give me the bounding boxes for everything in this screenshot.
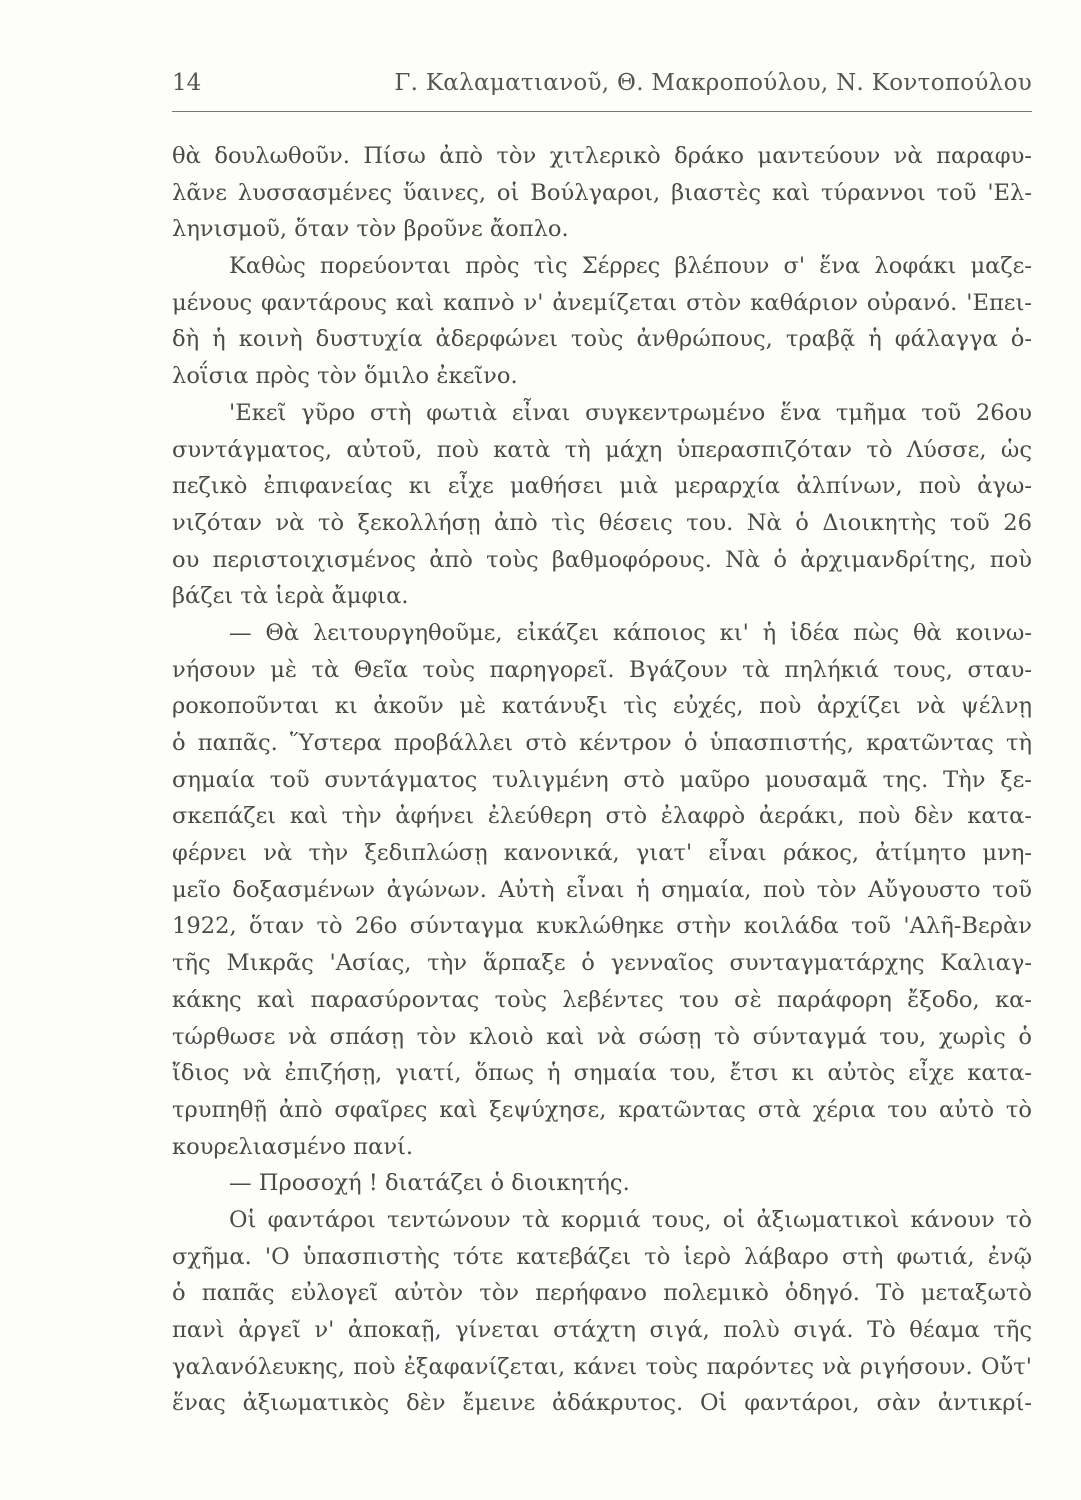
page-number: 14 <box>172 70 202 96</box>
header-rule <box>172 111 1032 112</box>
text-line: ὁ παπᾶς εὐλογεῖ αὐτὸν τὸν περήφανο πολεμικὸ ὁδηγό. Τὸ μεταξωτὸ <box>172 1280 1032 1307</box>
text-line: σχῆμα. 'Ο ὑπασπιστὴς τότε κατεβάζει τὸ ἱερὸ λάβαρο στὴ φωτιά, ἐνῷ <box>172 1243 1032 1270</box>
text-line: Οἱ φαντάροι τεντώνουν τὰ κορμιά τους, οἱ ἀξιωματικοὶ κάνουν τὸ <box>229 1206 1032 1233</box>
text-line: μένους φαντάρους καὶ καπνὸ ν' ἀνεμίζεται στὸν καθάριον οὐρανό. 'Επει- <box>172 289 1032 316</box>
text-line: κουρελιασμένο πανί. <box>172 1133 414 1160</box>
text-line: 1922, ὅταν τὸ 26ο σύνταγμα κυκλώθηκε στὴν κοιλάδα τοῦ 'Αλῆ-Βερὰν <box>172 913 1032 940</box>
text-line: Καθὼς πορεύονται πρὸς τὶς Σέρρες βλέπουν σ' ἕνα λοφάκι μαζε- <box>229 253 1032 280</box>
text-line: φέρνει νὰ τὴν ξεδιπλώσῃ κανονικά, γιατ' εἶναι ράκος, ἀτίμητο μνη- <box>172 840 1032 867</box>
page-header <box>172 70 1032 104</box>
text-line: 'Εκεῖ γῦρο στὴ φωτιὰ εἶναι συγκεντρωμένο ἕνα τμῆμα τοῦ 26ου <box>229 399 1032 426</box>
text-line: θὰ δουλωθοῦν. Πίσω ἀπὸ τὸν χιτλερικὸ δράκο μαντεύουν νὰ παραφυ- <box>172 143 1032 169</box>
text-line: ροκοποῦνται κι ἀκοῦν μὲ κατάνυξι τὶς εὐχές, ποὺ ἀρχίζει νὰ ψέλνῃ <box>172 693 1032 720</box>
text-line: ληνισμοῦ, ὅταν τὸν βροῦνε ἄοπλο. <box>172 216 569 243</box>
text-line: πεζικὸ ἐπιφανείας κι εἶχε μαθήσει μιὰ μεραρχία ἀλπίνων, ποὺ ἀγω- <box>172 473 1032 500</box>
text-line: μεῖο δοξασμένων ἀγώνων. Αὐτὴ εἶναι ἡ σημαία, ποὺ τὸν Αὔγουστο τοῦ <box>172 876 1032 903</box>
text-line: — Προσοχή ! διατάζει ὁ διοικητής. <box>229 1170 630 1197</box>
text-line: ὁ παπᾶς. Ὕστερα προβάλλει στὸ κέντρον ὁ ὑπασπιστής, κρατῶντας τὴ <box>172 730 1032 756</box>
running-head: Γ. Καλαματιανοῦ, Θ. Μακροπούλου, Ν. Κοντοπούλου <box>394 70 1032 96</box>
text-line: κάκης καὶ παρασύροντας τοὺς λεβέντες του σὲ παράφορη ἔξοδο, κα- <box>172 986 1032 1013</box>
text-line: τώρθωσε νὰ σπάσῃ τὸν κλοιὸ καὶ νὰ σώσῃ τὸ σύνταγμά του, χωρὶς ὁ <box>172 1023 1032 1050</box>
text-line: συντάγματος, αὐτοῦ, ποὺ κατὰ τὴ μάχη ὑπερασπιζόταν τὸ Λύσσε, ὡς <box>172 436 1032 463</box>
text-line: δὴ ἡ κοινὴ δυστυχία ἀδερφώνει τοὺς ἀνθρώπους, τραβᾷ ἡ φάλαγγα ὁ- <box>172 326 1032 353</box>
text-line: πανὶ ἀργεῖ ν' ἀποκαῇ, γίνεται στάχτη σιγά, πολὺ σιγά. Τὸ θέαμα τῆς <box>172 1317 1032 1343</box>
text-line: γαλανόλευκης, ποὺ ἐξαφανίζεται, κάνει τοὺς παρόντες νὰ ριγήσουν. Οὔτ' <box>172 1353 1032 1380</box>
text-line: λοΐσια πρὸς τὸν ὅμιλο ἐκεῖνο. <box>172 363 518 390</box>
body-text <box>172 138 1032 1422</box>
text-line: ἴδιος νὰ ἐπιζήσῃ, γιατί, ὅπως ἡ σημαία του, ἔτσι κι αὐτὸς εἶχε κατα- <box>172 1060 1032 1087</box>
text-line: ου περιστοιχισμένος ἀπὸ τοὺς βαθμοφόρους. Νὰ ὁ ἀρχιμανδρίτης, ποὺ <box>172 546 1032 573</box>
text-line: τῆς Μικρᾶς 'Ασίας, τὴν ἅρπαξε ὁ γενναῖος συνταγματάρχης Καλιαγ- <box>172 950 1032 977</box>
text-line: — Θὰ λειτουργηθοῦμε, εἰκάζει κάποιος κι' ἡ ἰδέα πὼς θὰ κοινω- <box>229 619 1032 646</box>
text-line: τρυπηθῇ ἀπὸ σφαῖρες καὶ ξεψύχησε, κρατῶντας στὰ χέρια του αὐτὸ τὸ <box>172 1096 1032 1123</box>
text-line: νήσουν μὲ τὰ Θεῖα τοὺς παρηγορεῖ. Βγάζουν τὰ πηλήκιά τους, σταυ- <box>172 656 1032 683</box>
text-line: νιζόταν νὰ τὸ ξεκολλήσῃ ἀπὸ τὶς θέσεις του. Νὰ ὁ Διοικητὴς τοῦ 26 <box>172 509 1032 536</box>
text-line: ἕνας ἀξιωματικὸς δὲν ἔμεινε ἀδάκρυτος. Οἱ φαντάροι, σὰν ἀντικρί- <box>172 1390 1032 1417</box>
text-line: βάζει τὰ ἱερὰ ἄμφια. <box>172 583 409 610</box>
text-line: σκεπάζει καὶ τὴν ἀφήνει ἐλεύθερη στὸ ἐλαφρὸ ἀεράκι, ποὺ δὲν κατα- <box>172 803 1032 830</box>
text-line: λᾶνε λυσσασμένες ὕαινες, οἱ Βούλγαροι, βιαστὲς καὶ τύραννοι τοῦ 'Ελ- <box>172 179 1032 206</box>
text-line: σημαία τοῦ συντάγματος τυλιγμένη στὸ μαῦρο μουσαμᾶ της. Τὴν ξε- <box>172 766 1032 793</box>
